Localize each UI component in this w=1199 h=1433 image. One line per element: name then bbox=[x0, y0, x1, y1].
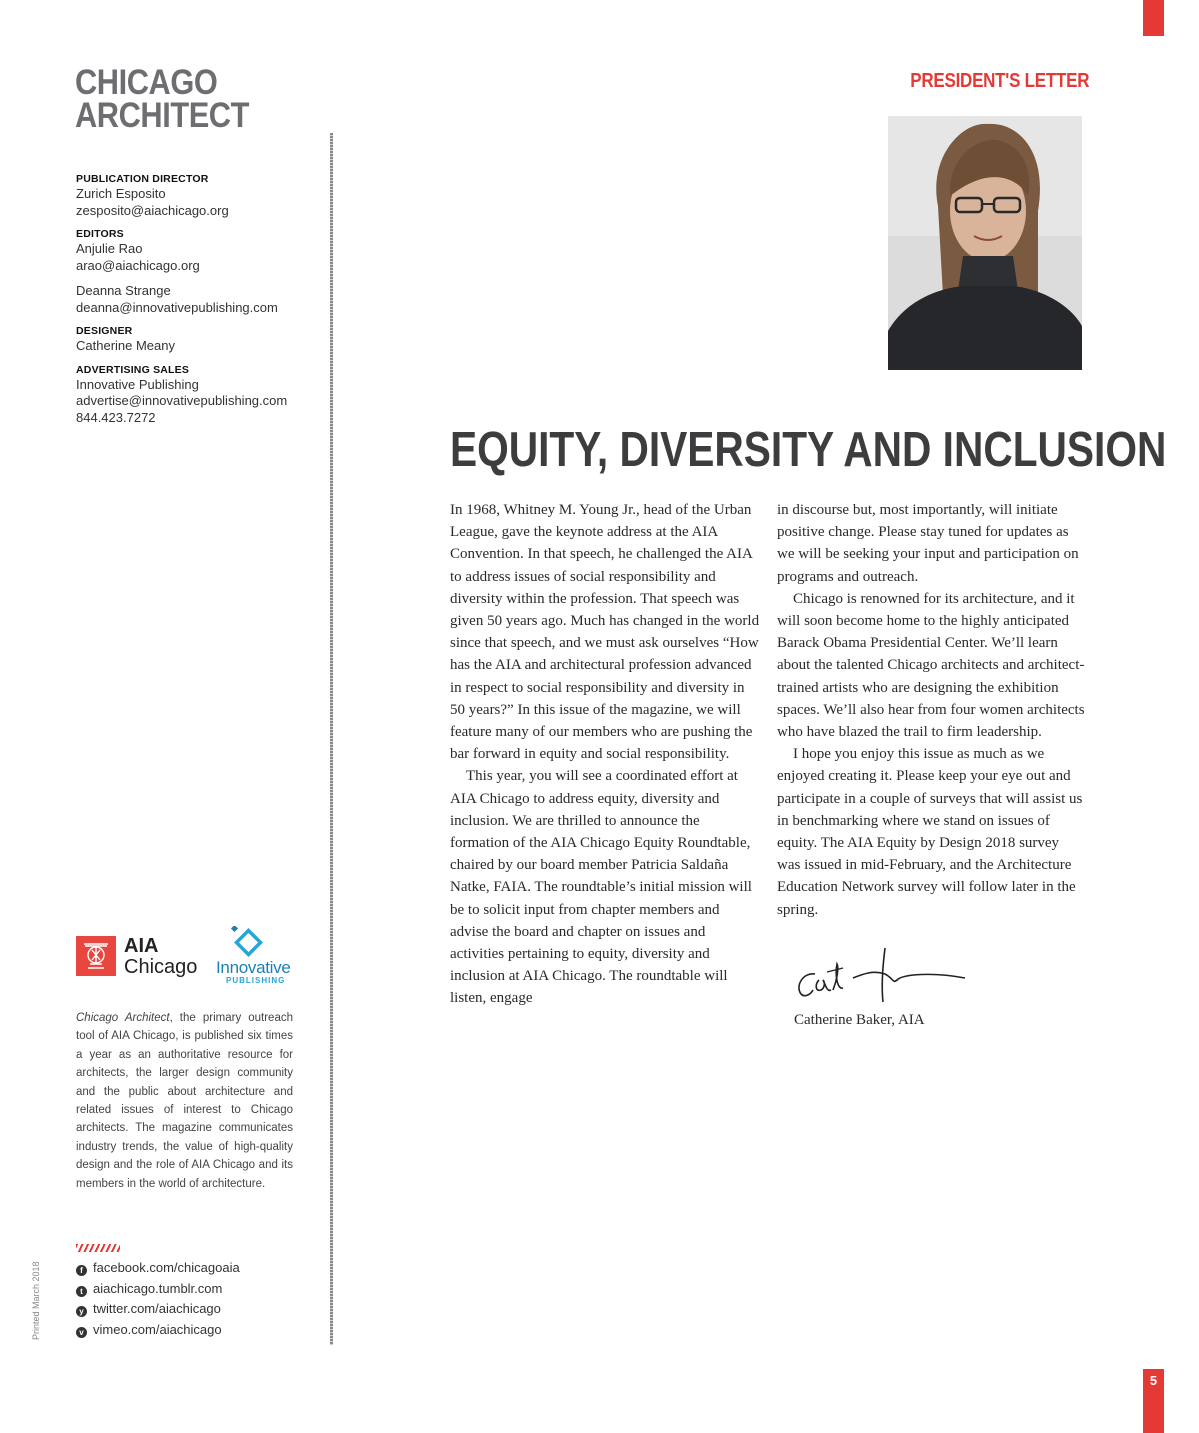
printed-date: Printed March 2018 bbox=[31, 1261, 41, 1340]
author-photo bbox=[888, 116, 1082, 370]
credit-name: Anjulie Rao bbox=[76, 241, 143, 256]
aia-logo-line1: AIA bbox=[124, 935, 159, 957]
aia-logo-line2: Chicago bbox=[124, 956, 198, 978]
credit-phone: 844.423.7272 bbox=[76, 409, 156, 425]
aia-chicago-logo-text bbox=[124, 936, 197, 978]
social-link-text: aiachicago.tumblr.com bbox=[93, 1280, 223, 1296]
page-number: 5 bbox=[1149, 1373, 1158, 1388]
facebook-icon: f bbox=[76, 1265, 87, 1276]
body-paragraph: I hope you enjoy this issue as much as we enjoyed creating it. Please keep your eye out and participate in a couple of surveys that will assist us in benchmarking where we stand on issues of equity. The AIA Equity by Design 2018 survey was issued in mid-February, and the Architecture Education Network survey will follow later in the spring. bbox=[777, 746, 1083, 918]
credit-label: ADVERTISING SALES bbox=[76, 363, 190, 376]
body-paragraph: In 1968, Whitney M. Young Jr., head of the Urban League, gave the keynote address at the AIA Convention. In that speech, he challenged the AIA to address issues of social responsibility and diversity within the profession. That speech was given 50 years ago. Much has changed in the world since that speech, and we must ask ourselves “How has the AIA and architectural profession advanced in respect to social responsibility and diversity in 50 years?” In this issue of the magazine, we will feature many of our members who are pushing the bar forward in equity and social responsibility. bbox=[450, 502, 760, 763]
social-link-twitter[interactable] bbox=[76, 1299, 240, 1320]
credit-email: advertise@innovativepublishing.com bbox=[76, 393, 288, 408]
article-headline: EQUITY, DIVERSITY AND INCLUSION bbox=[450, 423, 1167, 477]
credit-email: arao@aiachicago.org bbox=[76, 257, 200, 273]
innovative-logo-word: Innovative bbox=[216, 958, 291, 977]
body-paragraph: in discourse but, most importantly, will initiate positive change. Please stay tuned for updates as we will be seeking your input and participation on programs and outreach. bbox=[777, 502, 1079, 585]
credit-designer bbox=[76, 324, 316, 355]
body-paragraph: This year, you will see a coordinated effort at AIA Chicago to address equity, diversity and inclusion. We are thrilled to announce the formation of the AIA Chicago Equity Roundtable, chaired by our board member Patricia Saldaña Natke, FAIA. The roundtable’s initial mission will be to solicit input from chapter members and advise the board and chapter on issues and activities pertaining to equity, diversity and inclusion at AIA Chicago. The roundtable will listen, engage bbox=[450, 768, 752, 1007]
aia-chicago-logo-icon bbox=[76, 936, 116, 976]
social-link-text: facebook.com/chicagoaia bbox=[93, 1260, 240, 1275]
masthead-line2: ARCHITECT bbox=[75, 96, 249, 135]
magazine-title-italic: Chicago Architect bbox=[76, 1012, 170, 1024]
credit-name: Zurich Esposito bbox=[76, 186, 166, 201]
body-column-1 bbox=[450, 499, 760, 1010]
tumblr-icon: t bbox=[76, 1286, 87, 1297]
credit-email: zesposito@aiachicago.org bbox=[76, 202, 229, 218]
social-link-vimeo[interactable] bbox=[76, 1320, 240, 1341]
signer-name: Catherine Baker, AIA bbox=[794, 1012, 925, 1028]
social-link-tumblr[interactable] bbox=[76, 1279, 240, 1300]
credit-name: Catherine Meany bbox=[76, 338, 175, 353]
section-label: PRESIDENT'S LETTER bbox=[910, 70, 1090, 92]
publishing-logo-word: PUBLISHING bbox=[226, 976, 286, 985]
credit-name: Deanna Strange bbox=[76, 283, 171, 298]
credit-label: DESIGNER bbox=[76, 325, 133, 337]
credit-email: deanna@innovativepublishing.com bbox=[76, 299, 278, 315]
social-link-facebook[interactable] bbox=[76, 1258, 240, 1279]
credit-publication-director bbox=[76, 172, 316, 219]
credit-name: Innovative Publishing bbox=[76, 376, 199, 392]
magazine-description-text: , the primary outreach tool of AIA Chicago, is published six times a year as an authoritative resource for architects, the larger design community and the public about architecture and related issues of interest to Chicago architects. The magazine communicates industry trends, the value of high-quality design and the role of AIA Chicago and its members in the world of architecture. bbox=[76, 1012, 293, 1190]
credit-advertising bbox=[76, 363, 316, 427]
social-link-text: twitter.com/aiachicago bbox=[93, 1301, 221, 1316]
masthead-line1: CHICAGO bbox=[75, 63, 218, 102]
masthead-logo bbox=[75, 63, 249, 135]
credit-label: EDITORS bbox=[76, 228, 124, 240]
magazine-description bbox=[76, 1009, 293, 1193]
social-links bbox=[76, 1258, 240, 1340]
column-divider bbox=[330, 133, 333, 1345]
twitter-icon: y bbox=[76, 1306, 87, 1317]
top-accent-tab bbox=[1143, 0, 1164, 36]
credit-editors bbox=[76, 227, 316, 316]
body-column-2 bbox=[777, 499, 1085, 921]
credit-label: PUBLICATION DIRECTOR bbox=[76, 173, 209, 185]
signature-image bbox=[793, 944, 968, 1009]
vimeo-icon: v bbox=[76, 1327, 87, 1338]
page-number-tab bbox=[1143, 1369, 1164, 1433]
decorative-slashes bbox=[76, 1244, 120, 1252]
staff-credits bbox=[76, 172, 316, 434]
social-link-text: vimeo.com/aiachicago bbox=[93, 1321, 222, 1337]
body-paragraph: Chicago is renowned for its architecture, and it will soon become home to the highly anticipated Barack Obama Presidential Center. We’ll learn about the talented Chicago architects and architect-trained artists who are designing the exhibition spaces. We’ll also hear from four women architects who have blazed the trail to firm leadership. bbox=[777, 590, 1085, 741]
